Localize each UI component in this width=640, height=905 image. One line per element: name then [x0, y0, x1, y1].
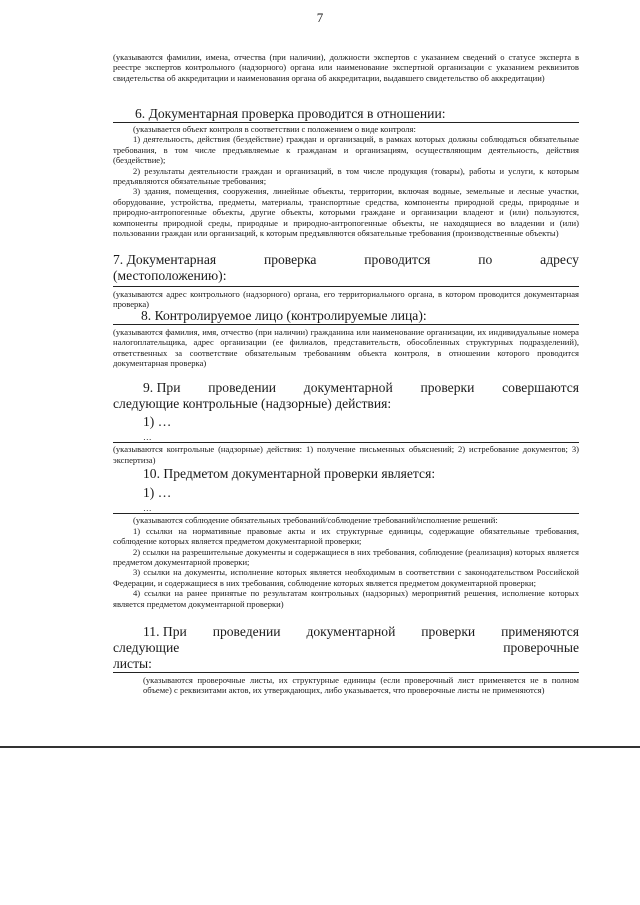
section-6-rule: [113, 122, 579, 123]
section-11-word: проведении: [212, 624, 281, 639]
section-11-note: (указываются проверочные листы, их структурные единицы (если проверочный лист применяется не в полном объеме) с реквизитами актов, их утверждающих, либо указывается, что проверочные листы не применяются): [143, 675, 579, 696]
section-8: [113, 308, 579, 369]
section-11-line-1: [113, 624, 579, 640]
section-7-word: 7. Документарная: [113, 252, 217, 267]
section-9-item-1: 1) …: [143, 414, 172, 429]
experts-note: (указываются фамилии, имена, отчества (при наличии), должности экспертов с указанием сведений о статусе эксперта в реестре экспертов контрольного (надзорного) органа или наименование экспертной организации с указанием реквизитов свидетельства об аккредитации и наименования органа об аккредитации, выдавшего свидетельство об аккредитации): [113, 52, 579, 83]
section-9: [113, 380, 579, 465]
section-9-line-1: [113, 380, 579, 396]
section-6-note-intro: (указывается объект контроля в соответствии с положением о виде контроля:: [133, 124, 416, 134]
section-9-word: совершаются: [502, 380, 579, 395]
section-10-note-item-4: 4) ссылки на ранее принятые по результатам контрольных (надзорных) мероприятий решения, исполнение которых является предметом документарной проверки): [113, 588, 579, 609]
section-7-word: адресу: [540, 252, 579, 267]
section-9-line-2: следующие контрольные (надзорные) действия:: [113, 396, 392, 411]
section-10-note-item-1: 1) ссылки на нормативные правовые акты и их структурные единицы, содержащие обязательные требования, соблюдение которых является предметом документарной проверки;: [113, 525, 579, 547]
section-10-note-item-3: 3) ссылки на документы, исполнение которых является необходимым в соответствии с законодательством Российской Федерации, и содержащиеся в них требования, соблюдение которых является предметом документарной проверки;: [113, 567, 579, 588]
section-6-note: [113, 124, 579, 238]
section-9-word: проверки: [420, 380, 475, 395]
section-11-word: следующие: [113, 640, 180, 655]
section-7-word: проверка: [263, 252, 317, 267]
section-11-word: документарной: [306, 624, 396, 639]
section-6-note-item-2: 2) результаты деятельности граждан и организаций, в том числе продукция (товары), работы и услуги, к которым предъявляются обязательные требования;: [113, 165, 579, 187]
section-6: [113, 106, 579, 238]
section-11-word: проверочные: [503, 640, 579, 655]
section-11-word: применяются: [501, 624, 579, 639]
section-7-word: проводится: [364, 252, 431, 267]
section-10-item-1: 1) …: [143, 485, 172, 500]
section-9-ellipsis: …: [143, 432, 152, 442]
section-10-title: 10. Предметом документарной проверки является:: [143, 466, 436, 481]
page-number: 7: [316, 10, 324, 25]
section-8-note: (указываются фамилия, имя, отчество (при наличии) гражданина или наименование организации, их индивидуальные номера налогоплательщика, адрес организации (ее филиалов, представительств, обособленных структурных подразделений), ответственных за соответствие обязательным требованиям объекта контроля, в отношении которого проводится документарная проверка): [113, 327, 579, 369]
section-10-note-item-2: 2) ссылки на разрешительные документы и содержащиеся в них требования, соблюдение (реализация) которых является предметом документарной проверки;: [113, 546, 579, 568]
section-11-word: 11. При: [143, 624, 187, 639]
page-bottom-rule: [0, 746, 640, 748]
section-11-line-2: [113, 640, 579, 656]
section-10-note: [113, 515, 579, 609]
section-11: [113, 624, 579, 696]
section-9-rule: [113, 442, 579, 443]
section-7-note: (указываются адрес контрольного (надзорного) органа, его территориального органа, в котором проводится документарная проверка): [113, 289, 579, 310]
section-6-note-item-3: 3) здания, помещения, сооружения, линейные объекты, территории, включая водные, земельные и лесные участки, оборудование, устройства, предметы, материалы, транспортные средства, компоненты природной среды, природные и природно-антропогенные объекты, другие объекты, которыми граждане и организации владеют и (или) пользуются, компоненты природной среды, природные и природно-антропогенные объекты, не находящиеся во владении и (или) пользовании граждан или организаций, к которым предъявляются обязательные требования (производственные объекты): [113, 186, 579, 239]
section-8-title: 8. Контролируемое лицо (контролируемые лица):: [141, 308, 427, 323]
section-9-note: (указываются контрольные (надзорные) действия: 1) получение письменных объяснений; 2) истребование документов; 3) экспертиза): [113, 444, 579, 465]
section-9-word: документарной: [303, 380, 393, 395]
section-6-title: 6. Документарная проверка проводится в отношении:: [135, 106, 446, 121]
section-10-note-intro: (указываются соблюдение обязательных требований/соблюдение требований/исполнение решений:: [133, 515, 498, 526]
section-11-line-3: листы:: [113, 656, 152, 671]
section-10: [113, 466, 579, 609]
section-10-ellipsis: …: [143, 503, 152, 513]
section-8-rule: [113, 324, 579, 325]
section-9-word: 9. При: [143, 380, 181, 395]
section-10-rule: [113, 513, 579, 514]
section-6-note-item-1: 1) деятельность, действия (бездействие) граждан и организаций, в рамках которых должны соблюдаться обязательные требования, в том числе предъявляемые к гражданам и организациям, осуществляющим деятельность, действия (бездействие);: [113, 134, 579, 166]
section-9-word: проведении: [208, 380, 277, 395]
section-11-rule: [113, 672, 579, 673]
section-7-word: по: [478, 252, 493, 267]
section-7-rule: [113, 286, 579, 287]
section-7-line-2: (местоположению):: [113, 268, 227, 283]
section-7-line-1: [113, 252, 579, 268]
section-11-word: проверки: [421, 624, 476, 639]
experts-note-block: [113, 52, 579, 83]
section-7: [113, 252, 579, 310]
